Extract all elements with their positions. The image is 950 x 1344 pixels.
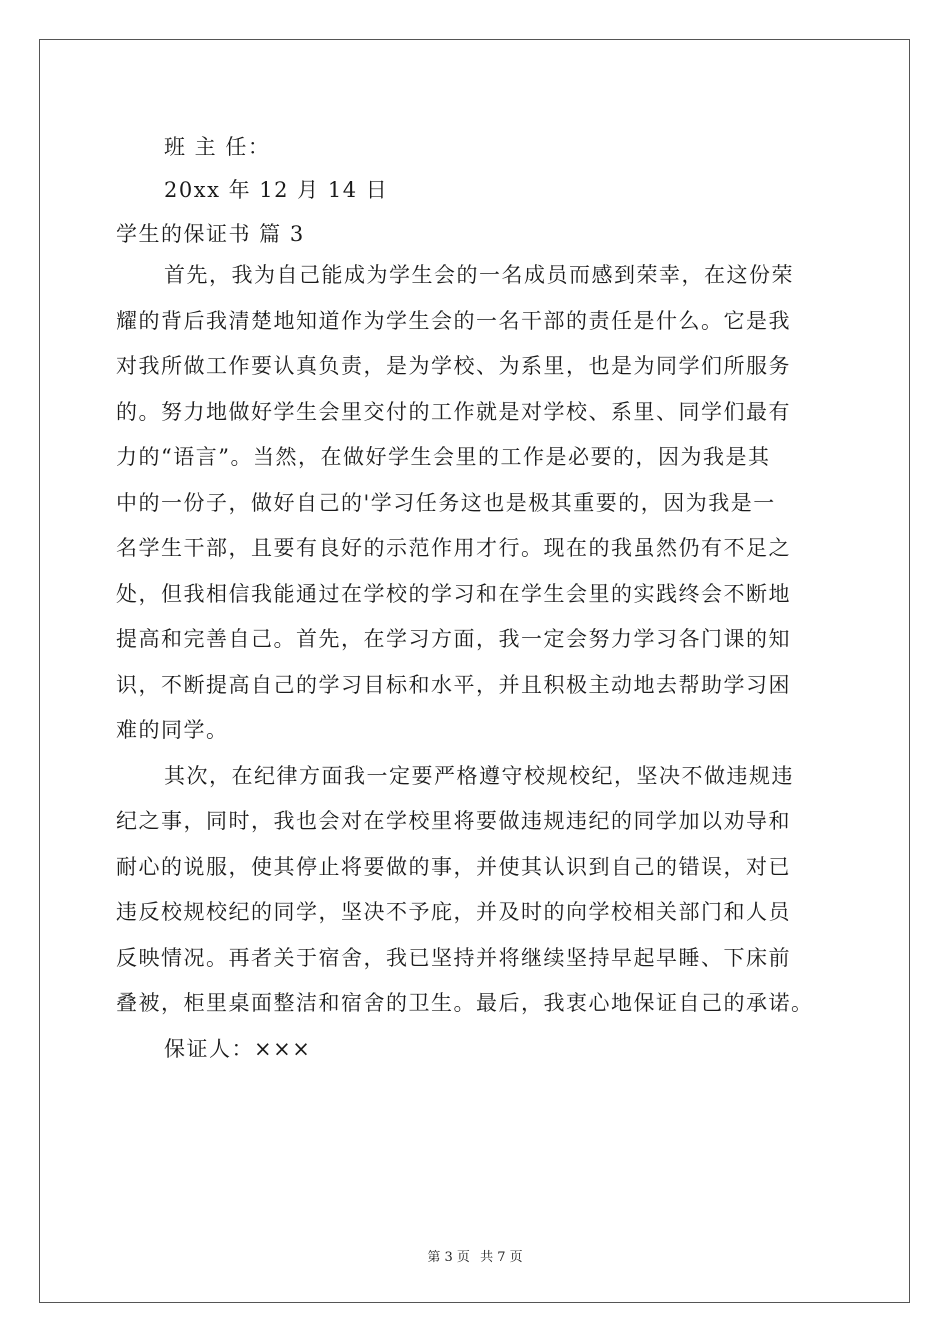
section-title: 学生的保证书 篇 3	[116, 222, 305, 246]
date-line: 20xx 年 12 月 14 日	[164, 178, 389, 202]
paragraph-line: 纪之事，同时，我也会对在学校里将要做违规违纪的同学加以劝导和	[116, 809, 791, 833]
paragraph-line: 的。努力地做好学生会里交付的工作就是对学校、系里、同学们最有	[116, 399, 791, 424]
document-body	[116, 128, 836, 1072]
paragraph-line: 反映情况。再者关于宿舍，我已坚持并将继续坚持早起早睡、下床前	[116, 945, 791, 970]
page-footer	[0, 1246, 950, 1265]
paragraph-line: 耐心的说服，使其停止将要做的事，并使其认识到自己的错误，对已	[116, 854, 791, 879]
paragraph-line: 提高和完善自己。首先，在学习方面，我一定会努力学习各门课的知	[116, 627, 791, 651]
paragraph-line: 耀的背后我清楚地知道作为学生会的一名干部的责任是什么。它是我	[116, 308, 791, 333]
paragraph-line: 首先，我为自己能成为学生会的一名成员而感到荣幸，在这份荣	[164, 263, 794, 287]
page-number: 第 3 页	[427, 1250, 470, 1265]
paragraph-line: 处，但我相信我能通过在学校的学习和在学生会里的实践终会不断地	[116, 581, 791, 606]
paragraph-line: 违反校规校纪的同学，坚决不予庇，并及时的向学校相关部门和人员	[116, 900, 791, 924]
paragraph-line: 难的同学。	[116, 718, 229, 742]
paragraph-line: 其次，在纪律方面我一定要严格遵守校规校纪，坚决不做违规违	[164, 763, 794, 788]
paragraph-line: 叠被，柜里桌面整洁和宿舍的卫生。最后，我衷心地保证自己的承诺。	[116, 991, 814, 1015]
total-pages: 共 7 页	[480, 1250, 523, 1265]
paragraph-line: 力的“语言”。当然，在做好学生会里的工作是必要的，因为我是其	[116, 445, 771, 469]
paragraph-2	[116, 754, 836, 1027]
paragraph-1	[116, 253, 836, 754]
guarantor-line: 保证人：×××	[164, 1036, 312, 1061]
paragraph-line: 对我所做工作要认真负责，是为学校、为系里，也是为同学们所服务	[116, 354, 791, 378]
paragraph-line: 中的一份子，做好自己的'学习任务这也是极其重要的，因为我是一	[116, 490, 776, 515]
paragraph-line: 名学生干部，且要有良好的示范作用才行。现在的我虽然仍有不足之	[116, 536, 791, 560]
paragraph-line: 识，不断提高自己的学习目标和水平，并且积极主动地去帮助学习困	[116, 672, 791, 697]
head-teacher-line: 班 主 任：	[164, 135, 271, 159]
